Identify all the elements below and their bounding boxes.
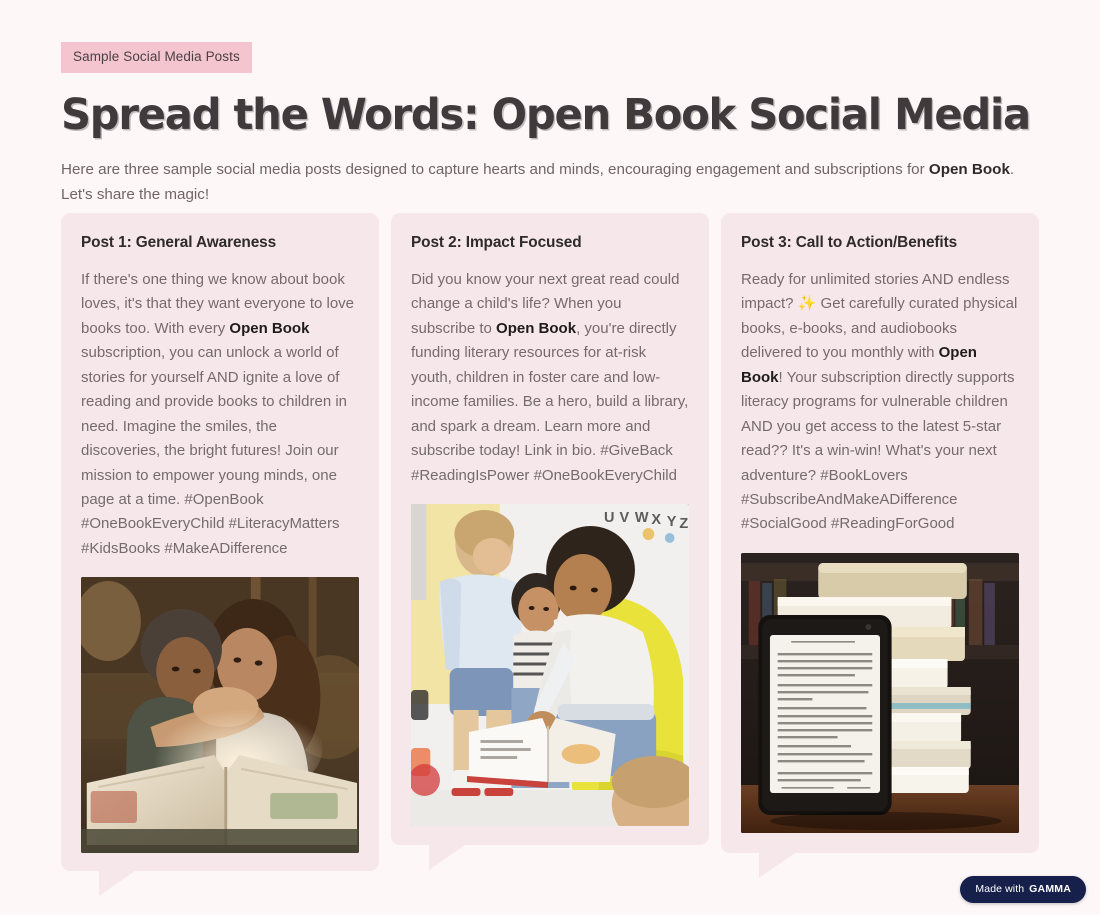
- post-1-text-before: If there's one thing we know about book loves, it's that they want everyone to love books too. With every: [81, 271, 355, 337]
- page-header: [61, 42, 1041, 207]
- post-2-text-before: Did you know your next great read could change a child's life? When you subscribe to: [411, 271, 680, 337]
- posts-row: [61, 213, 1040, 871]
- post-1-brand: Open Book: [229, 319, 310, 337]
- badge-gamma-logo: GAMMA: [1029, 883, 1071, 895]
- svg-text:X: X: [651, 511, 662, 529]
- intro-brand: Open Book: [928, 161, 1010, 179]
- intro-text-before: Here are three sample social media posts designed to capture hearts and minds, encouraging engagement and subscriptions for: [61, 161, 929, 179]
- post-card-2-body: [411, 268, 689, 488]
- children-reading-book-illustration: [81, 577, 359, 853]
- post-card-2: [391, 213, 709, 845]
- post-card-3-image: [741, 553, 1019, 833]
- post-2-brand: Open Book: [496, 319, 577, 337]
- page-title: Spread the Words: Open Book Social Media: [61, 89, 1030, 140]
- intro-paragraph: [61, 158, 1041, 207]
- post-card-1-body: [81, 268, 359, 561]
- svg-text:Z: Z: [679, 515, 689, 533]
- svg-text:V: V: [619, 509, 630, 527]
- made-with-gamma-badge[interactable]: [960, 876, 1086, 903]
- post-card-1-image: [81, 577, 359, 853]
- svg-text:Y: Y: [666, 513, 677, 531]
- post-card-2-title: Post 2: Impact Focused: [411, 234, 582, 251]
- post-3-brand: Open Book: [741, 344, 977, 386]
- badge-made-with-label: Made with: [975, 883, 1025, 895]
- svg-text:W: W: [634, 509, 649, 527]
- post-3-text-middle: Get carefully curated physical books, e-books, and audiobooks delivered to you monthly with: [741, 295, 1018, 362]
- post-card-3-body: [741, 268, 1019, 537]
- teacher-reading-to-children-illustration: [411, 504, 689, 826]
- post-3-text-after: ! Your subscription directly supports literacy programs for vulnerable children AND you get access to the latest 5-star read?? It's a win-win! What's your next adventure? #BookLovers #SubscribeAndMakeADifference #SocialGood #ReadingForGood: [741, 368, 1015, 533]
- post-2-text-after: , you're directly funding literary resources for at-risk youth, children in foster care and low-income families. Be a hero, build a library, and spark a dream. Learn more and subscribe today! Link in bio. #GiveBack #ReadingIsPower #OneBookEveryChild: [411, 319, 689, 484]
- svg-text:U: U: [604, 509, 615, 527]
- post-3-text-before: Ready for unlimited stories AND endless impact?: [741, 271, 1010, 313]
- post-card-1: [61, 213, 379, 871]
- post-card-2-image: [411, 504, 689, 826]
- intro-text-after: . Let's share the magic!: [61, 161, 1015, 203]
- post-card-3: [721, 213, 1039, 853]
- post-card-1-title: Post 1: General Awareness: [81, 234, 277, 251]
- post-card-3-title: Post 3: Call to Action/Benefits: [741, 234, 958, 251]
- ereader-and-book-stack-illustration: [741, 553, 1019, 833]
- eyebrow-badge: Sample Social Media Posts: [61, 42, 252, 73]
- post-1-text-after: subscription, you can unlock a world of stories for yourself AND ignite a love of reading and provide books to children in need. Imagine the smiles, the discoveries, the bright futures! Join our mission to empower young minds, one page at a time. #OpenBook #OneBookEveryChild #LiteracyMatters #KidsBooks #MakeADifference: [81, 344, 348, 557]
- sparkles-icon: ✨: [797, 295, 817, 313]
